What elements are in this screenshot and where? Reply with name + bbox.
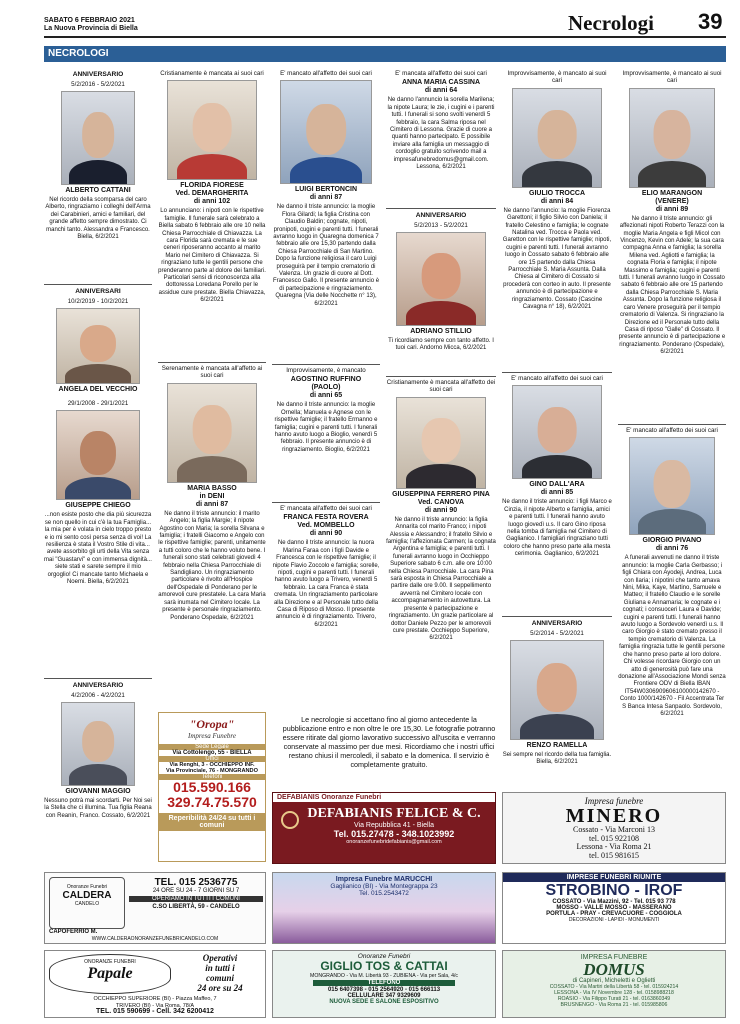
header-left xyxy=(44,17,138,33)
ad-oropa-name: "Oropa" xyxy=(189,717,235,731)
ad-papale-tag1: Operativi xyxy=(202,953,238,963)
ad-marucchi-top: Impresa Funebre MARUCCHI xyxy=(335,876,433,883)
obituary-maria-basso xyxy=(158,362,266,622)
ad-domus-sub: di Capineri, Micheletti e Oglietti xyxy=(572,978,656,984)
ad-minero-l4: tel. 015 981615 xyxy=(589,850,639,860)
obituary-gino-dallara xyxy=(502,372,612,559)
portrait-photo xyxy=(512,385,602,479)
obituary-text: Nel ricordo della scomparsa del caro Alberto, ringraziamo i colleghi dell'Arma dei Carabinieri, amici e familiari, del grande affetto sempre dimostrato. Ci manchi tanto. Alessandra e Francesco. Biella, 6/2/2021 xyxy=(45,197,151,241)
deceased-subname: (VENERE) xyxy=(655,197,689,205)
ad-marucchi-addr: Gaglianico (BI) - Via Montegrappa 23 xyxy=(330,883,438,890)
dates: 4/2/2006 - 4/2/2021 xyxy=(71,691,125,699)
obituary-alberto-cattani xyxy=(44,68,152,241)
ad-papale-tag3: comuni xyxy=(205,973,234,983)
obituary-luigi-bertoncin xyxy=(272,68,380,308)
obituary-text: ...non esiste posto che dia più sicurezza se non quello in cui c'è la tua Famiglia... la mia per è volata in cielo troppo presto e io mi sento così persa senza di voi! La resilienza è stata il Vostro Stile di vita... avete assorbito gli urti della Vita senza mai "Guastarvi" e con immensa dignità... siete stati e sarete sempre il mio orgoglio! Ci mancate tanto Michaela e Noemi. Biella, 6/2/2021 xyxy=(44,512,152,586)
deceased-name: GIUSEPPE CHIEGO xyxy=(65,502,131,510)
column-1 xyxy=(44,68,152,838)
obituary-text: A funerali avvenuti ne danno il triste annuncio: la moglie Carla Gerbasso; i figli Chiara con Ayodeji, Andrea, Luca con Ilaria; i nipotini che tanto amava Nini, Mika, Kaye, Martino, Samuele e Matteo; il fratello Claudio e le sorelle Giuliana e Annamaria; le cognate e i cognati; i consuoceri Laura e Davide; cugini e parenti tutti. I funerali hanno avuto luogo a Sordevolo venerdì u.s. Il caro Giorgio è stato cremato presso il tempio crematorio di Valenza. La famiglia ringrazia tutte le gentili persone che hanno preso parte al loro dolore. Chi volesse ricordare Giorgio con un atto di generosità può fare una donazione all'Associazione Mondi senza Frontiere ODV di Biella IBAN IT54W0306909606100000142670 - Conto 1000/142670 - Fil Accentrata Ter S Banca Intesa Sanpaolo. Sordevolo, 6/2/2021 xyxy=(618,555,726,717)
deceased-name: ADRIANO STILLIO xyxy=(410,328,472,335)
header-paper: La Nuova Provincia di Biella xyxy=(44,25,138,32)
ad-marucchi-tel: Tel. 015.2543472 xyxy=(359,890,409,897)
ad-caldera-tel: TEL. 015 2536775 xyxy=(154,877,238,888)
ad-domus-l2: LESSONA - Via IV Novembre 128 - tel. 0158988218 xyxy=(554,990,674,996)
ad-domus-l3: ROASIO - Via Filippo Turati 21 - tel. 0163860349 xyxy=(557,996,671,1002)
deceased-age: di anni 64 xyxy=(424,87,458,95)
caption: Improvvisamente, è mancato ai suoi cari xyxy=(507,70,607,85)
ad-minero-name: MINERO xyxy=(565,805,663,827)
portrait-photo xyxy=(629,88,715,188)
ad-caldera-name: CALDERA xyxy=(62,890,112,901)
ad-papale-tel: TEL. 015 590699 - Cell. 342 6200412 xyxy=(96,1008,214,1015)
caption: E' mancato all'affetto dei suoi cari xyxy=(511,375,603,382)
ad-strobino xyxy=(502,872,726,944)
anniversary-del-vecchio-chiego xyxy=(44,284,152,586)
ad-caldera-loc: CANDELO xyxy=(74,901,100,907)
ad-oropa-uffici-label: Uffici xyxy=(159,756,265,762)
caption: ANNIVERSARIO xyxy=(72,682,124,689)
caption: Improvvisamente, è mancato ai suoi cari xyxy=(622,70,722,85)
portrait-photo xyxy=(61,91,135,185)
ad-oropa-tel-label: Telefoni xyxy=(159,774,265,780)
portrait-photo xyxy=(512,88,602,188)
caption: ANNIVERSARIO xyxy=(72,71,124,78)
deceased-age: di anni 65 xyxy=(309,392,343,400)
dates: 10/2/2019 - 10/2/2021 xyxy=(67,297,129,305)
portrait-photo xyxy=(629,437,715,535)
ad-oropa-sub: Impresa Funebre xyxy=(188,732,236,740)
deceased-name: FLORIDA FIORESE xyxy=(180,182,244,190)
ad-defabianis-web: onoranzefunebridefabianis@gmail.com xyxy=(346,839,442,845)
ad-papale xyxy=(44,950,266,1018)
page-number: 39 xyxy=(698,9,723,34)
deceased-subname: Ved. DEMARGHERITA xyxy=(175,190,249,198)
ad-domus-l4: BRUSNENGO - Via Roma 21 - tel. 015985806 xyxy=(560,1002,668,1008)
deceased-name: AGOSTINO RUFFINO xyxy=(290,376,362,384)
obituary-text: Ne danno il triste annuncio: la moglie Ornella; Manuela e Agnese con le rispettive famiglie; il fratello Ermanno e famiglia; cugini e parenti tutti. I funerali hanno avuto luogo a Bioglio, venerdì 5 febbraio. Il presente annuncio è di ringraziamento. Bioglio, 6/2/2021 xyxy=(274,402,378,453)
ad-caldera-addr: C.SO LIBERTÀ, 59 - CANDELO xyxy=(152,904,240,910)
deceased-name: RENZO RAMELLA xyxy=(526,742,588,749)
obituary-adriano-stillio xyxy=(386,208,496,353)
ad-giglio-top: Onoranze Funebri xyxy=(357,953,411,960)
dates: 5/2/2013 - 5/2/2021 xyxy=(414,221,468,229)
portrait-photo xyxy=(56,308,140,384)
obituary-text: Ne danno l'annuncio: la moglie Fiorenza Garettoni; il figlio Silvio con Daniela; il fratello Celestino e famiglia; le cognate Natalina ved. Trocca e Paola ved. Garetton con le rispettive famiglie; nipoti, cugini e parenti tutti. I funerali avranno luogo in Cossato sabato 6 febbraio alle ore 15 partendo dalla Chiesa Parrocchiale S. Maria Assunta. Dalla Chiesa al Cimitero di Cossato si procederà con corteo in auto. Il presente annuncio è di partecipazione e ringraziamento. Cossato (Cascine Cavagna n° 18), 6/2/2021 xyxy=(502,207,612,311)
portrait-photo xyxy=(280,80,372,184)
obituary-text: Ne danno il triste annuncio: la moglie Flora Gilardi; la figlia Cristina con Claudio Baldin; cognate, nipoti, pronipoti, cugini e parenti tutti. I funerali avranno luogo in Quaregna domenica 7 febbraio alle ore 15,30 partendo dalla Chiesa Parrocchiale di San Martino. Dopo la funzione religiosa il caro Luigi proseguirà per il tempio crematorio di Valenza. Un grazie di cuore al Dott. Francesco Gallo. Il presente annuncio è di partecipazione e ringraziamento. Quaregna (Via delle Nocchette n° 13), 6/2/2021 xyxy=(272,204,380,307)
deceased-age: di anni 102 xyxy=(193,198,231,206)
obituary-anna-maria-cassina xyxy=(386,68,496,171)
deceased-age: di anni 85 xyxy=(540,489,574,497)
ad-defabianis-logo-icon xyxy=(281,811,299,829)
ad-minero-l1: Cossato - Via Marconi 13 xyxy=(572,825,656,834)
ad-caldera-h1: 24 ORE SU 24 - 7 GIORNI SU 7 xyxy=(152,888,240,894)
ad-oropa-sede-label: Sede Legale xyxy=(159,744,265,750)
column-2 xyxy=(158,68,266,708)
deceased-name: ANGELA DEL VECCHIO xyxy=(58,386,138,393)
ad-oropa-addr2: Via Renghi, 3 - OCCHIEPPO INF. xyxy=(169,762,255,768)
obituary-text: Ti ricordiamo sempre con tanto affetto. I tuoi cari. Andorno Micca, 6/2/2021 xyxy=(388,338,494,352)
caption: E' mancato all'affetto dei suoi cari xyxy=(280,70,372,77)
section-bar-label: NECROLOGI xyxy=(48,48,109,59)
caption: ANNIVERSARIO xyxy=(415,212,467,219)
portrait-photo xyxy=(56,410,140,500)
ad-strobino-name: STROBINO - IROF xyxy=(545,882,683,899)
header-date: SABATO 6 FEBBRAIO 2021 xyxy=(44,17,135,24)
ad-defabianis-tel: Tel. 015.27478 - 348.1023992 xyxy=(333,829,455,839)
deceased-subname: (PAOLO) xyxy=(311,384,341,392)
ad-strobino-l4: DECORAZIONI - LAPIDI - MONUMENTI xyxy=(568,917,660,923)
ad-papale-a1: OCCHIEPPO SUPERIORE (BI) - Piazza Maffeo, 7 xyxy=(93,996,217,1002)
ad-caldera-sub: Onoranze Funebri xyxy=(66,884,108,890)
caption: Improvvisamente, è mancato xyxy=(286,367,366,374)
deceased-name: ELIO MARANGON xyxy=(641,189,703,197)
obituary-text: Lo annunciano: i nipoti con le rispettive famiglie. Il funerale sarà celebrato a Biella sabato 6 febbraio alle ore 10 nella Chiesa Parrocchiale di Chiavazza. La cara Florida sarà cremata e le sue ceneri riposeranno accanto al marito Mario nel Cimitero di Chiavazza. Si ringraziano tutte le gentili persone che prenderanno parte al dolore dei familiari. Particolari sensi di riconoscenza alla dottoressa Loredana Porello per le assidue cure prestate. Biella Chiavazza, 6/2/2021 xyxy=(158,208,266,304)
deceased-name: GIORGIO PIVANO xyxy=(642,537,702,545)
column-3 xyxy=(272,68,380,708)
section-bar xyxy=(44,46,726,62)
deceased-subname: Ved. MOMBELLO xyxy=(297,522,355,530)
ad-caldera xyxy=(44,872,266,944)
ad-defabianis xyxy=(272,792,496,864)
deceased-name: MARIA BASSO xyxy=(187,484,237,492)
ad-giglio-tel-label: TELEFONO xyxy=(313,980,455,986)
deceased-name: GINO DALL'ARA xyxy=(529,481,585,489)
obituary-text: Ne danno l'annuncio la sorella Marilena; la nipote Laura; le zie, i cugini e i parenti tutti. I funerali si sono svolti venerdì 5 febbraio, la cara Salma riposa nel Cimitero di Lessona. Grazie di cuore a quanti hanno partecipato. E possibile inviare alla famiglia un messaggio di cordoglio gratuito scrivendo mail a impresafunebredomus@gmail.com. Lessona, 6/2/2021 xyxy=(387,97,495,171)
ad-domus-l1: COSSATO - Via Martiri della Libertà 58 - tel. 015924214 xyxy=(549,984,679,990)
ad-oropa-tel2: 329.74.75.570 xyxy=(167,794,257,810)
submission-notice: Le necrologie si accettano fino al giorno antecedente la pubblicazione entro e non oltre le ore 15,30. Le fotografie potranno essere ritirate dal giorno lavorativo successivo all'uscita e verranno conservate al massimo per due mesi. Ricordiamo che i nostri uffici restano chiusi il mercoledì, il sabato e la domenica. Il servizio è completamente gratuito. xyxy=(282,715,496,769)
obituary-text: Ne danno il triste annuncio: il marito Angelo; la figlia Margie; il nipote Agostino con Maria; la sorella Silvana e famiglia; i fratelli Giacomo e Angelo con le rispettive famiglie; parenti, unitamente a tutti coloro che le hanno voluto bene. I funerali sono stati celebrati giovedì 4 febbraio nella Chiesa Parrocchiale di Sandigliano. Un ringraziamento particolare è rivolto all'Hospice dell'Ospedale di Ponderano per le amorevoli cure prestatele. La cara Maria sarà inumata nel Cimitero locale. La presente è personale ringraziamento. Ponderano Ospedale, 6/2/2021 xyxy=(158,510,266,621)
ad-defabianis-name: DEFABIANIS FELICE & C. xyxy=(307,806,481,821)
deceased-age: di anni 84 xyxy=(540,197,574,205)
deceased-age: di anni 76 xyxy=(655,545,689,553)
ad-giglio-tel2: 015 6407398 - 015 2564920 - 015 666113 xyxy=(327,987,441,993)
column-4 xyxy=(386,68,496,708)
caption: ANNIVERSARIO xyxy=(531,620,583,627)
ad-giglio-addr: MONGRANDO - Via M. Libertà 93 - ZUBIENA - Via per Sala, 4/c xyxy=(310,973,458,979)
column-5 xyxy=(502,68,612,788)
obituary-text: Nessuno potrà mai scordarti. Per Noi sei la Stella che ci illumina. Tua figlia Reana con Reanin, Franco. Cossato, 6/2/2021 xyxy=(44,798,152,819)
ad-strobino-l2: MOSSO - VALLE MOSSO - MASSERANO xyxy=(556,905,672,911)
ad-caldera-web: WWW.CALDERAONORANZEFUNEBRICANDELO.COM xyxy=(91,936,219,942)
ad-oropa-tel1: 015.590.166 xyxy=(173,779,251,795)
header-rule xyxy=(44,36,726,38)
dates: 5/2/2016 - 5/2/2021 xyxy=(71,80,125,88)
ad-strobino-top: IMPRESE FUNEBRI RIUNITE xyxy=(503,873,725,882)
obituary-text: Sei sempre nel ricordo della tua famiglia. Biella, 6/2/2021 xyxy=(502,752,612,766)
portrait-photo xyxy=(510,640,604,740)
caption: Cristianamente è mancata ai suoi cari xyxy=(160,70,264,77)
obituary-giorgio-pivano xyxy=(618,424,726,718)
caption: ANNIVERSARI xyxy=(75,288,121,295)
deceased-subname: Ved. CANOVA xyxy=(417,498,465,506)
obituary-agostino-ruffino xyxy=(272,364,380,454)
obituary-elio-marangon xyxy=(618,68,726,357)
deceased-age: di anni 90 xyxy=(309,530,343,538)
ad-oropa-addr3: Via Provinciale, 76 - MONGRANDO xyxy=(166,768,258,774)
deceased-age: di anni 87 xyxy=(309,194,343,202)
ad-oropa xyxy=(158,712,266,862)
ad-marucchi xyxy=(272,872,496,944)
portrait-photo xyxy=(396,397,486,489)
column-6 xyxy=(618,68,726,790)
obituary-text: Ne danno il triste annuncio: gli affezionati nipoti Roberto Terazzi con la moglie Maria Angela e figli Micol con Vincenzo, Kevin con Adele; la sua cara compagna Anna e famiglia; la sorella Milena ved. Agliotti e famiglia; la cognata Floria e famiglia; il nipote Massimo e famiglia; cugini e parenti tutti. I funerali avranno luogo in Cossato sabato 6 febbraio alle ore 15 partendo dalla Chiesa Parrocchiale S. Maria Assunta. Dopo la funzione religiosa il caro Venere proseguirà per il tempio crematorio di Valenza. Si ringraziano la Direzione ed il Personale tutto della Casa di riposo "Galle" di Cossato. Il presente annuncio è di partecipazione e ringraziamento. Ponderano (Ospedale), 6/2/2021 xyxy=(618,215,726,356)
ad-minero-l2: tel. 015 922108 xyxy=(589,833,639,843)
ad-domus-name: DOMUS xyxy=(583,960,645,979)
ad-minero-top: Impresa funebre xyxy=(584,796,644,806)
obituary-giulio-trocca xyxy=(502,68,612,312)
ad-giglio-sede: NUOVA SEDE E SALONE ESPOSITIVO xyxy=(329,999,439,1005)
deceased-name: LUIGI BERTONCIN xyxy=(294,186,358,194)
caption: E' mancata all'affetto dei suoi cari xyxy=(280,505,372,512)
section-title: Necrologi xyxy=(568,11,654,35)
deceased-name: FRANCA FESTA ROVERA xyxy=(283,514,369,522)
obituary-text: Ne danno il triste annuncio: la figlia Annarita col marito Franco; i nipoti Alessia e Alessandro; il fratello Silvio e famiglia; l'affezionata Carmen; la cognata Argentina e famiglia; e parenti tutti. I funerali avranno luogo in Occhieppo Superiore sabato 6 c.m. alle ore 10:00 nella Chiesa Parrocchiale. La cara Pina sarà esposta in Chiesa Parrocchiale a partire dalle ore 9.00. Il seppellimento avverrà nel Cimitero locale con accompagnamento in autovettura. La presente è partecipazione e ringraziamento. Un grazie particolare al dottor Daniele Pezzo per le amorevoli cure prestate. Occhieppo Superiore, 6/2/2021 xyxy=(386,516,496,642)
obituary-franca-festa-rovera xyxy=(272,502,380,629)
dates: 5/2/2014 - 5/2/2021 xyxy=(530,629,584,637)
ad-domus-top: IMPRESA FUNEBRE xyxy=(580,954,648,961)
ad-domus xyxy=(502,950,726,1018)
portrait-photo xyxy=(167,80,257,180)
portrait-photo xyxy=(396,232,486,326)
ad-minero xyxy=(502,792,726,864)
portrait-photo xyxy=(61,702,135,786)
caption: Cristianamente è mancata all'affetto dei suoi cari xyxy=(386,379,496,394)
ad-papale-tag2: in tutti i xyxy=(205,963,235,973)
obituary-text: Ne danno il triste annuncio: i figli Marco e Cinzia, il nipote Alberto e famiglia, amici e parenti tutti. I funerali hanno avuto luogo giovedì u.s. Il caro Gino riposa nella tomba di famiglia nel Cimitero di Gaglianico. I famigliari ringraziano tutti coloro che hanno preso parte alla mesta cerimonia. Gaglianico, 6/2/2021 xyxy=(502,499,612,558)
ad-strobino-l3: PORTULA - PRAY - CREVACUORE - COGGIOLA xyxy=(546,911,682,917)
ad-papale-a2: TRIVERO (BI) - Via Roma, 78/A xyxy=(115,1002,195,1009)
ad-giglio-name: GIGLIO TOS & CATTAI xyxy=(320,959,448,973)
ad-caldera-h2: OPERIAMO IN TUTTI I COMUNI xyxy=(129,896,263,902)
obituary-giovanni-maggio xyxy=(44,678,152,820)
caption: E' mancata all'affetto dei suoi cari xyxy=(395,70,487,77)
ad-giglio xyxy=(272,950,496,1018)
deceased-subname: in DENI xyxy=(199,492,225,500)
caption: E' mancato all'affetto dei suoi cari xyxy=(626,427,718,434)
deceased-name: ANNA MARIA CASSINA xyxy=(401,79,481,87)
ad-defabianis-addr: Via Repubblica 41 - Biella xyxy=(353,822,435,829)
portrait-photo xyxy=(167,383,257,483)
deceased-name: GIUSEPPINA FERRERO PINA xyxy=(392,490,490,498)
ad-oropa-addr1: Via Cottolengo, 55 - BIELLA xyxy=(172,750,252,756)
obituary-renzo-ramella xyxy=(502,616,612,767)
deceased-age: di anni 89 xyxy=(655,205,689,213)
dates: 29/1/2008 - 29/1/2021 xyxy=(67,400,129,407)
ad-caldera-logo xyxy=(49,877,125,929)
ad-strobino-l1: COSSATO - Via Mazzini, 92 - Tel. 015 93 778 xyxy=(552,899,676,905)
caption: Serenamente è mancata all'affetto ai suoi cari xyxy=(161,365,263,380)
ad-caldera-bottom: CAPOFERRIO M. xyxy=(49,929,98,935)
ad-oropa-reperibilita: Reperibilità 24/24 su tutti i comuni xyxy=(159,813,265,831)
ad-papale-top: ONORANZE FUNEBRI xyxy=(84,959,136,965)
ad-defabianis-top: DEFABIANIS Onoranze Funebri xyxy=(273,793,495,802)
deceased-name: GIOVANNI MAGGIO xyxy=(65,788,131,795)
ad-minero-l3: Lessona - Via Roma 21 xyxy=(576,842,652,851)
ad-papale-tag4: 24 ore su 24 xyxy=(197,983,243,993)
obituary-text: Ne danno il triste annuncio: la nuora Marina Faraa con i figli Davide e Francesca con le rispettive famiglie; il nipote Flavio Zoccolo e famiglia; sorelle, nipoti, cugini e parenti tutti. I funerali hanno avuto luogo a Trivero, venerdì 5 febbraio. La cara Franca è stata cremata. Un ringraziamento particolare alla Direzione e al Personale tutto della Casa di Riposo di Mosso. Il presente annuncio è di ringraziamento. Trivero, 6/2/2021 xyxy=(272,540,380,628)
obituary-giuseppina-ferrero xyxy=(386,376,496,643)
deceased-age: di anni 87 xyxy=(195,500,229,508)
ad-papale-name: Papale xyxy=(87,965,133,982)
deceased-name: ALBERTO CATTANI xyxy=(65,187,131,194)
deceased-age: di anni 90 xyxy=(424,506,458,514)
obituary-florida-fiorese xyxy=(158,68,266,305)
ad-giglio-cell: CELLULARE 347 9329609 xyxy=(347,993,421,999)
deceased-name: GIULIO TROCCA xyxy=(529,189,585,197)
